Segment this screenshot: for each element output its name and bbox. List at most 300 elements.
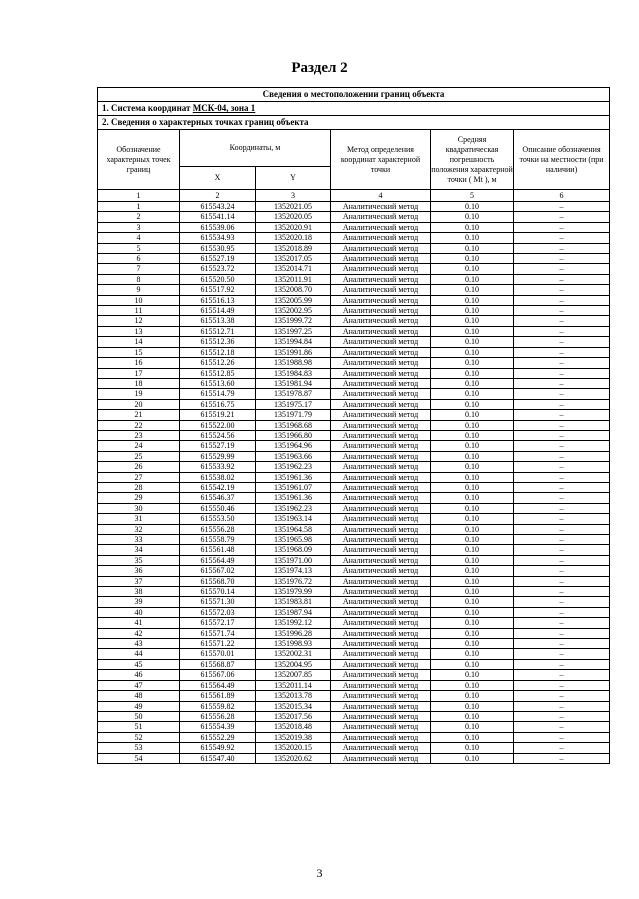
description-cell: – bbox=[514, 420, 610, 430]
coordinate-x: 615553.50 bbox=[180, 514, 256, 524]
column-number-6: 6 bbox=[514, 190, 610, 202]
point-number: 5 bbox=[98, 243, 180, 253]
point-number: 54 bbox=[98, 753, 180, 763]
accuracy-cell: 0.10 bbox=[431, 472, 514, 482]
point-number: 14 bbox=[98, 337, 180, 347]
coordinate-y: 1352013.78 bbox=[256, 691, 331, 701]
point-number: 51 bbox=[98, 722, 180, 732]
description-cell: – bbox=[514, 670, 610, 680]
description-cell: – bbox=[514, 389, 610, 399]
description-cell: – bbox=[514, 597, 610, 607]
description-cell: – bbox=[514, 295, 610, 305]
coordinate-y: 1351987.94 bbox=[256, 607, 331, 617]
point-number: 43 bbox=[98, 639, 180, 649]
point-number: 31 bbox=[98, 514, 180, 524]
table-row bbox=[98, 732, 610, 742]
method-cell: Аналитический метод bbox=[331, 639, 431, 649]
description-cell: – bbox=[514, 701, 610, 711]
method-cell: Аналитический метод bbox=[331, 670, 431, 680]
method-cell: Аналитический метод bbox=[331, 420, 431, 430]
coordinate-system-row bbox=[98, 102, 610, 116]
header-y: Y bbox=[256, 167, 331, 190]
coordinate-x: 615512.85 bbox=[180, 368, 256, 378]
table-row bbox=[98, 618, 610, 628]
coordinate-y: 1352007.85 bbox=[256, 670, 331, 680]
accuracy-cell: 0.10 bbox=[431, 306, 514, 316]
accuracy-cell: 0.10 bbox=[431, 378, 514, 388]
coordinate-y: 1351994.84 bbox=[256, 337, 331, 347]
point-number: 20 bbox=[98, 399, 180, 409]
coordinate-x: 615570.01 bbox=[180, 649, 256, 659]
point-number: 49 bbox=[98, 701, 180, 711]
method-cell: Аналитический метод bbox=[331, 753, 431, 763]
description-cell: – bbox=[514, 410, 610, 420]
point-number: 33 bbox=[98, 535, 180, 545]
accuracy-cell: 0.10 bbox=[431, 264, 514, 274]
accuracy-cell: 0.10 bbox=[431, 202, 514, 212]
coordinate-y: 1351978.87 bbox=[256, 389, 331, 399]
method-cell: Аналитический метод bbox=[331, 607, 431, 617]
coordinate-x: 615516.13 bbox=[180, 295, 256, 305]
point-number: 18 bbox=[98, 378, 180, 388]
method-cell: Аналитический метод bbox=[331, 378, 431, 388]
accuracy-cell: 0.10 bbox=[431, 691, 514, 701]
table-row bbox=[98, 691, 610, 701]
accuracy-cell: 0.10 bbox=[431, 607, 514, 617]
coordinate-y: 1351968.09 bbox=[256, 545, 331, 555]
method-cell: Аналитический метод bbox=[331, 482, 431, 492]
method-cell: Аналитический метод bbox=[331, 243, 431, 253]
point-number: 37 bbox=[98, 576, 180, 586]
method-cell: Аналитический метод bbox=[331, 680, 431, 690]
table-row bbox=[98, 212, 610, 222]
point-number: 41 bbox=[98, 618, 180, 628]
coordinate-y: 1352021.05 bbox=[256, 202, 331, 212]
method-cell: Аналитический метод bbox=[331, 326, 431, 336]
table-row bbox=[98, 607, 610, 617]
method-cell: Аналитический метод bbox=[331, 399, 431, 409]
accuracy-cell: 0.10 bbox=[431, 285, 514, 295]
accuracy-cell: 0.10 bbox=[431, 722, 514, 732]
accuracy-cell: 0.10 bbox=[431, 493, 514, 503]
description-cell: – bbox=[514, 462, 610, 472]
accuracy-cell: 0.10 bbox=[431, 420, 514, 430]
coordinate-x: 615564.49 bbox=[180, 555, 256, 565]
coordinate-y: 1351964.58 bbox=[256, 524, 331, 534]
description-cell: – bbox=[514, 378, 610, 388]
coordinate-y: 1351984.83 bbox=[256, 368, 331, 378]
table-row bbox=[98, 202, 610, 212]
method-cell: Аналитический метод bbox=[331, 618, 431, 628]
accuracy-cell: 0.10 bbox=[431, 358, 514, 368]
accuracy-cell: 0.10 bbox=[431, 535, 514, 545]
column-number-4: 4 bbox=[331, 190, 431, 202]
accuracy-cell: 0.10 bbox=[431, 212, 514, 222]
coordinate-x: 615520.50 bbox=[180, 274, 256, 284]
method-cell: Аналитический метод bbox=[331, 701, 431, 711]
accuracy-cell: 0.10 bbox=[431, 597, 514, 607]
description-cell: – bbox=[514, 285, 610, 295]
coordinate-y: 1351966.80 bbox=[256, 430, 331, 440]
table-row bbox=[98, 378, 610, 388]
table-row bbox=[98, 420, 610, 430]
coordinate-y: 1352011.91 bbox=[256, 274, 331, 284]
point-number: 27 bbox=[98, 472, 180, 482]
description-cell: – bbox=[514, 430, 610, 440]
column-number-2: 2 bbox=[180, 190, 256, 202]
accuracy-cell: 0.10 bbox=[431, 701, 514, 711]
coordinate-x: 615541.14 bbox=[180, 212, 256, 222]
description-cell: – bbox=[514, 732, 610, 742]
accuracy-cell: 0.10 bbox=[431, 451, 514, 461]
accuracy-cell: 0.10 bbox=[431, 316, 514, 326]
coordinate-y: 1351999.72 bbox=[256, 316, 331, 326]
point-number: 39 bbox=[98, 597, 180, 607]
point-number: 12 bbox=[98, 316, 180, 326]
description-cell: – bbox=[514, 368, 610, 378]
description-cell: – bbox=[514, 306, 610, 316]
description-cell: – bbox=[514, 233, 610, 243]
description-cell: – bbox=[514, 514, 610, 524]
description-cell: – bbox=[514, 493, 610, 503]
method-cell: Аналитический метод bbox=[331, 212, 431, 222]
column-number-3: 3 bbox=[256, 190, 331, 202]
table-row bbox=[98, 587, 610, 597]
point-number: 11 bbox=[98, 306, 180, 316]
description-cell: – bbox=[514, 274, 610, 284]
coordinate-x: 615572.17 bbox=[180, 618, 256, 628]
header-designation: Обозначение характерных точек границ bbox=[98, 130, 180, 190]
description-cell: – bbox=[514, 659, 610, 669]
coordinate-y: 1351975.17 bbox=[256, 399, 331, 409]
table-row bbox=[98, 326, 610, 336]
table-row bbox=[98, 628, 610, 638]
description-cell: – bbox=[514, 243, 610, 253]
header-description: Описание обозначения точки на местности (при наличии) bbox=[514, 130, 610, 190]
description-cell: – bbox=[514, 358, 610, 368]
table-row bbox=[98, 555, 610, 565]
method-cell: Аналитический метод bbox=[331, 743, 431, 753]
coordinate-x: 615538.02 bbox=[180, 472, 256, 482]
description-cell: – bbox=[514, 753, 610, 763]
method-cell: Аналитический метод bbox=[331, 222, 431, 232]
coordinate-system-label: 1. Система координат bbox=[102, 103, 193, 113]
method-cell: Аналитический метод bbox=[331, 368, 431, 378]
description-cell: – bbox=[514, 316, 610, 326]
coordinate-x: 615542.19 bbox=[180, 482, 256, 492]
method-cell: Аналитический метод bbox=[331, 430, 431, 440]
coordinate-x: 615524.56 bbox=[180, 430, 256, 440]
coordinate-y: 1352018.48 bbox=[256, 722, 331, 732]
coordinate-y: 1351971.79 bbox=[256, 410, 331, 420]
description-cell: – bbox=[514, 545, 610, 555]
point-number: 1 bbox=[98, 202, 180, 212]
coordinate-y: 1352011.14 bbox=[256, 680, 331, 690]
coordinate-y: 1351961.36 bbox=[256, 493, 331, 503]
coordinate-x: 615546.37 bbox=[180, 493, 256, 503]
accuracy-cell: 0.10 bbox=[431, 337, 514, 347]
accuracy-cell: 0.10 bbox=[431, 347, 514, 357]
coordinate-system-value: МСК-04, зона 1 bbox=[192, 103, 256, 113]
coordinate-x: 615558.79 bbox=[180, 535, 256, 545]
point-number: 23 bbox=[98, 430, 180, 440]
method-cell: Аналитический метод bbox=[331, 722, 431, 732]
section-title: Раздел 2 bbox=[291, 60, 348, 76]
point-number: 47 bbox=[98, 680, 180, 690]
table-row bbox=[98, 576, 610, 586]
method-cell: Аналитический метод bbox=[331, 389, 431, 399]
description-cell: – bbox=[514, 451, 610, 461]
description-cell: – bbox=[514, 264, 610, 274]
coordinate-y: 1351976.72 bbox=[256, 576, 331, 586]
description-cell: – bbox=[514, 576, 610, 586]
coordinate-y: 1351991.86 bbox=[256, 347, 331, 357]
coordinate-y: 1351998.93 bbox=[256, 639, 331, 649]
point-number: 4 bbox=[98, 233, 180, 243]
point-number: 48 bbox=[98, 691, 180, 701]
coordinate-x: 615547.40 bbox=[180, 753, 256, 763]
coordinate-y: 1351962.23 bbox=[256, 503, 331, 513]
coordinate-y: 1352020.91 bbox=[256, 222, 331, 232]
point-number: 28 bbox=[98, 482, 180, 492]
accuracy-cell: 0.10 bbox=[431, 639, 514, 649]
table-row bbox=[98, 430, 610, 440]
coordinate-y: 1352002.31 bbox=[256, 649, 331, 659]
coordinate-y: 1351964.96 bbox=[256, 441, 331, 451]
method-cell: Аналитический метод bbox=[331, 233, 431, 243]
point-number: 3 bbox=[98, 222, 180, 232]
table-title: Сведения о местоположении границ объекта bbox=[98, 88, 610, 102]
coordinate-y: 1351961.36 bbox=[256, 472, 331, 482]
accuracy-cell: 0.10 bbox=[431, 514, 514, 524]
point-number: 8 bbox=[98, 274, 180, 284]
table-row bbox=[98, 410, 610, 420]
header-method: Метод определения координат характерной точки bbox=[331, 130, 431, 190]
description-cell: – bbox=[514, 680, 610, 690]
point-number: 29 bbox=[98, 493, 180, 503]
table-row bbox=[98, 222, 610, 232]
accuracy-cell: 0.10 bbox=[431, 368, 514, 378]
description-cell: – bbox=[514, 212, 610, 222]
coordinate-y: 1352020.05 bbox=[256, 212, 331, 222]
header-x: X bbox=[180, 167, 256, 190]
point-number: 16 bbox=[98, 358, 180, 368]
table-row bbox=[98, 670, 610, 680]
method-cell: Аналитический метод bbox=[331, 347, 431, 357]
coordinate-y: 1351963.14 bbox=[256, 514, 331, 524]
accuracy-cell: 0.10 bbox=[431, 732, 514, 742]
description-cell: – bbox=[514, 639, 610, 649]
coordinate-y: 1351965.98 bbox=[256, 535, 331, 545]
coordinate-x: 615554.39 bbox=[180, 722, 256, 732]
table-row bbox=[98, 482, 610, 492]
description-cell: – bbox=[514, 202, 610, 212]
coordinate-x: 615568.70 bbox=[180, 576, 256, 586]
description-cell: – bbox=[514, 711, 610, 721]
point-number: 10 bbox=[98, 295, 180, 305]
point-number: 24 bbox=[98, 441, 180, 451]
table-row bbox=[98, 680, 610, 690]
method-cell: Аналитический метод bbox=[331, 337, 431, 347]
accuracy-cell: 0.10 bbox=[431, 410, 514, 420]
description-cell: – bbox=[514, 399, 610, 409]
coordinate-x: 615512.26 bbox=[180, 358, 256, 368]
accuracy-cell: 0.10 bbox=[431, 233, 514, 243]
coordinate-y: 1352017.05 bbox=[256, 254, 331, 264]
accuracy-cell: 0.10 bbox=[431, 430, 514, 440]
method-cell: Аналитический метод bbox=[331, 441, 431, 451]
accuracy-cell: 0.10 bbox=[431, 680, 514, 690]
accuracy-cell: 0.10 bbox=[431, 659, 514, 669]
method-cell: Аналитический метод bbox=[331, 524, 431, 534]
coordinate-x: 615527.19 bbox=[180, 441, 256, 451]
description-cell: – bbox=[514, 618, 610, 628]
coordinate-y: 1352014.71 bbox=[256, 264, 331, 274]
coordinate-y: 1351968.68 bbox=[256, 420, 331, 430]
coordinate-x: 615571.30 bbox=[180, 597, 256, 607]
description-cell: – bbox=[514, 743, 610, 753]
accuracy-cell: 0.10 bbox=[431, 555, 514, 565]
point-number: 22 bbox=[98, 420, 180, 430]
point-number: 45 bbox=[98, 659, 180, 669]
coordinate-x: 615572.03 bbox=[180, 607, 256, 617]
coordinate-x: 615561.89 bbox=[180, 691, 256, 701]
description-cell: – bbox=[514, 587, 610, 597]
coordinate-y: 1351971.00 bbox=[256, 555, 331, 565]
description-cell: – bbox=[514, 326, 610, 336]
description-cell: – bbox=[514, 722, 610, 732]
accuracy-cell: 0.10 bbox=[431, 587, 514, 597]
table-row bbox=[98, 264, 610, 274]
description-cell: – bbox=[514, 607, 610, 617]
coordinate-y: 1351962.23 bbox=[256, 462, 331, 472]
coordinate-x: 615533.92 bbox=[180, 462, 256, 472]
accuracy-cell: 0.10 bbox=[431, 576, 514, 586]
method-cell: Аналитический метод bbox=[331, 732, 431, 742]
accuracy-cell: 0.10 bbox=[431, 254, 514, 264]
method-cell: Аналитический метод bbox=[331, 274, 431, 284]
method-cell: Аналитический метод bbox=[331, 264, 431, 274]
coordinate-y: 1351988.98 bbox=[256, 358, 331, 368]
point-number: 9 bbox=[98, 285, 180, 295]
table-row bbox=[98, 399, 610, 409]
point-number: 19 bbox=[98, 389, 180, 399]
coordinate-x: 615530.95 bbox=[180, 243, 256, 253]
coordinate-y: 1352020.18 bbox=[256, 233, 331, 243]
method-cell: Аналитический метод bbox=[331, 295, 431, 305]
point-number: 26 bbox=[98, 462, 180, 472]
point-number: 36 bbox=[98, 566, 180, 576]
table-row bbox=[98, 649, 610, 659]
method-cell: Аналитический метод bbox=[331, 691, 431, 701]
point-number: 2 bbox=[98, 212, 180, 222]
point-number: 50 bbox=[98, 711, 180, 721]
accuracy-cell: 0.10 bbox=[431, 222, 514, 232]
method-cell: Аналитический метод bbox=[331, 628, 431, 638]
coordinate-x: 615523.72 bbox=[180, 264, 256, 274]
method-cell: Аналитический метод bbox=[331, 306, 431, 316]
accuracy-cell: 0.10 bbox=[431, 399, 514, 409]
coordinate-x: 615517.92 bbox=[180, 285, 256, 295]
coordinate-x: 615529.99 bbox=[180, 451, 256, 461]
table-row bbox=[98, 472, 610, 482]
method-cell: Аналитический метод bbox=[331, 202, 431, 212]
point-number: 53 bbox=[98, 743, 180, 753]
point-number: 52 bbox=[98, 732, 180, 742]
coordinate-x: 615512.71 bbox=[180, 326, 256, 336]
coordinate-x: 615567.06 bbox=[180, 670, 256, 680]
header-coordinates: Координаты, м bbox=[180, 130, 331, 167]
method-cell: Аналитический метод bbox=[331, 451, 431, 461]
point-number: 38 bbox=[98, 587, 180, 597]
point-number: 30 bbox=[98, 503, 180, 513]
point-number: 15 bbox=[98, 347, 180, 357]
table-row bbox=[98, 441, 610, 451]
accuracy-cell: 0.10 bbox=[431, 482, 514, 492]
point-number: 46 bbox=[98, 670, 180, 680]
point-number: 17 bbox=[98, 368, 180, 378]
table-row bbox=[98, 639, 610, 649]
method-cell: Аналитический метод bbox=[331, 503, 431, 513]
accuracy-cell: 0.10 bbox=[431, 274, 514, 284]
table-row bbox=[98, 254, 610, 264]
accuracy-cell: 0.10 bbox=[431, 618, 514, 628]
description-cell: – bbox=[514, 347, 610, 357]
coordinate-x: 615534.93 bbox=[180, 233, 256, 243]
table-row bbox=[98, 285, 610, 295]
table-row bbox=[98, 545, 610, 555]
method-cell: Аналитический метод bbox=[331, 711, 431, 721]
coordinate-x: 615512.18 bbox=[180, 347, 256, 357]
accuracy-cell: 0.10 bbox=[431, 462, 514, 472]
coordinate-x: 615559.82 bbox=[180, 701, 256, 711]
point-number: 13 bbox=[98, 326, 180, 336]
coordinate-y: 1351983.81 bbox=[256, 597, 331, 607]
method-cell: Аналитический метод bbox=[331, 462, 431, 472]
accuracy-cell: 0.10 bbox=[431, 753, 514, 763]
accuracy-cell: 0.10 bbox=[431, 326, 514, 336]
description-cell: – bbox=[514, 472, 610, 482]
table-row bbox=[98, 306, 610, 316]
coordinate-y: 1351997.25 bbox=[256, 326, 331, 336]
accuracy-cell: 0.10 bbox=[431, 743, 514, 753]
table-row bbox=[98, 701, 610, 711]
coordinate-y: 1352002.95 bbox=[256, 306, 331, 316]
point-number: 6 bbox=[98, 254, 180, 264]
table-row bbox=[98, 493, 610, 503]
method-cell: Аналитический метод bbox=[331, 576, 431, 586]
coordinate-x: 615514.49 bbox=[180, 306, 256, 316]
point-number: 34 bbox=[98, 545, 180, 555]
table-row bbox=[98, 503, 610, 513]
method-cell: Аналитический метод bbox=[331, 358, 431, 368]
accuracy-cell: 0.10 bbox=[431, 711, 514, 721]
coordinate-y: 1352020.15 bbox=[256, 743, 331, 753]
point-number: 35 bbox=[98, 555, 180, 565]
description-cell: – bbox=[514, 503, 610, 513]
coordinate-x: 615522.00 bbox=[180, 420, 256, 430]
coordinate-x: 615556.28 bbox=[180, 711, 256, 721]
accuracy-cell: 0.10 bbox=[431, 441, 514, 451]
accuracy-cell: 0.10 bbox=[431, 524, 514, 534]
table-row bbox=[98, 243, 610, 253]
coordinate-x: 615571.22 bbox=[180, 639, 256, 649]
table-row bbox=[98, 566, 610, 576]
table-row bbox=[98, 451, 610, 461]
method-cell: Аналитический метод bbox=[331, 597, 431, 607]
point-number: 42 bbox=[98, 628, 180, 638]
point-number: 32 bbox=[98, 524, 180, 534]
